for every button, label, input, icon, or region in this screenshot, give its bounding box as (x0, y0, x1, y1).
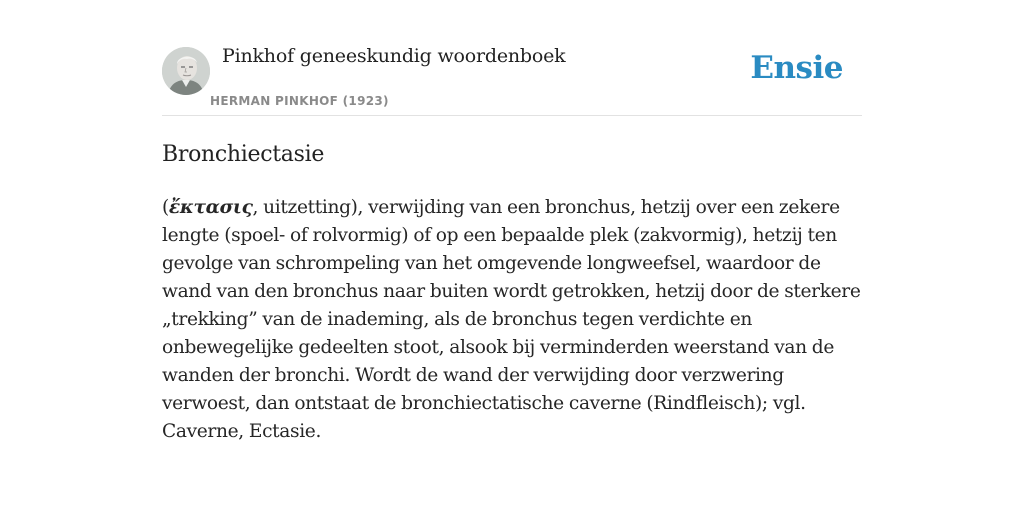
author-byline: HERMAN PINKHOF (1923) (210, 94, 389, 108)
portrait-icon (162, 47, 210, 95)
page-container (162, 0, 862, 446)
author-avatar[interactable] (162, 47, 210, 95)
book-title[interactable]: Pinkhof geneeskundig woordenboek (222, 45, 566, 67)
entry-definition (162, 194, 862, 446)
entry-headword: Bronchiectasie (162, 142, 325, 167)
definition-text: , uitzetting), verwijding van een bronchus, hetzij over een zekere lengte (spoel- of rolvormig) of op een bepaalde plek (zakvormig), hetzij ten gevolge van schrompeling van het omgevende longweefsel, waardoor de wand van den bronchus naar buiten wordt getrokken, hetzij door de sterkere „trekking” van de inademing, als de bronchus tegen verdichte en onbewegelijke gedeelten stoot, alsook bij verminderden weerstand van de wanden der bronchi. Wordt de wand der verwijding door verzwering verwoest, dan ontstaat de bronchiectatische caverne (Rindfleisch); vgl. Caverne, Ectasie. (162, 197, 861, 442)
open-paren: ( (162, 197, 169, 218)
ensie-logo[interactable]: Ensie (750, 50, 843, 86)
entry-header (162, 0, 862, 116)
greek-etymology: ἔκτασις (168, 197, 253, 218)
